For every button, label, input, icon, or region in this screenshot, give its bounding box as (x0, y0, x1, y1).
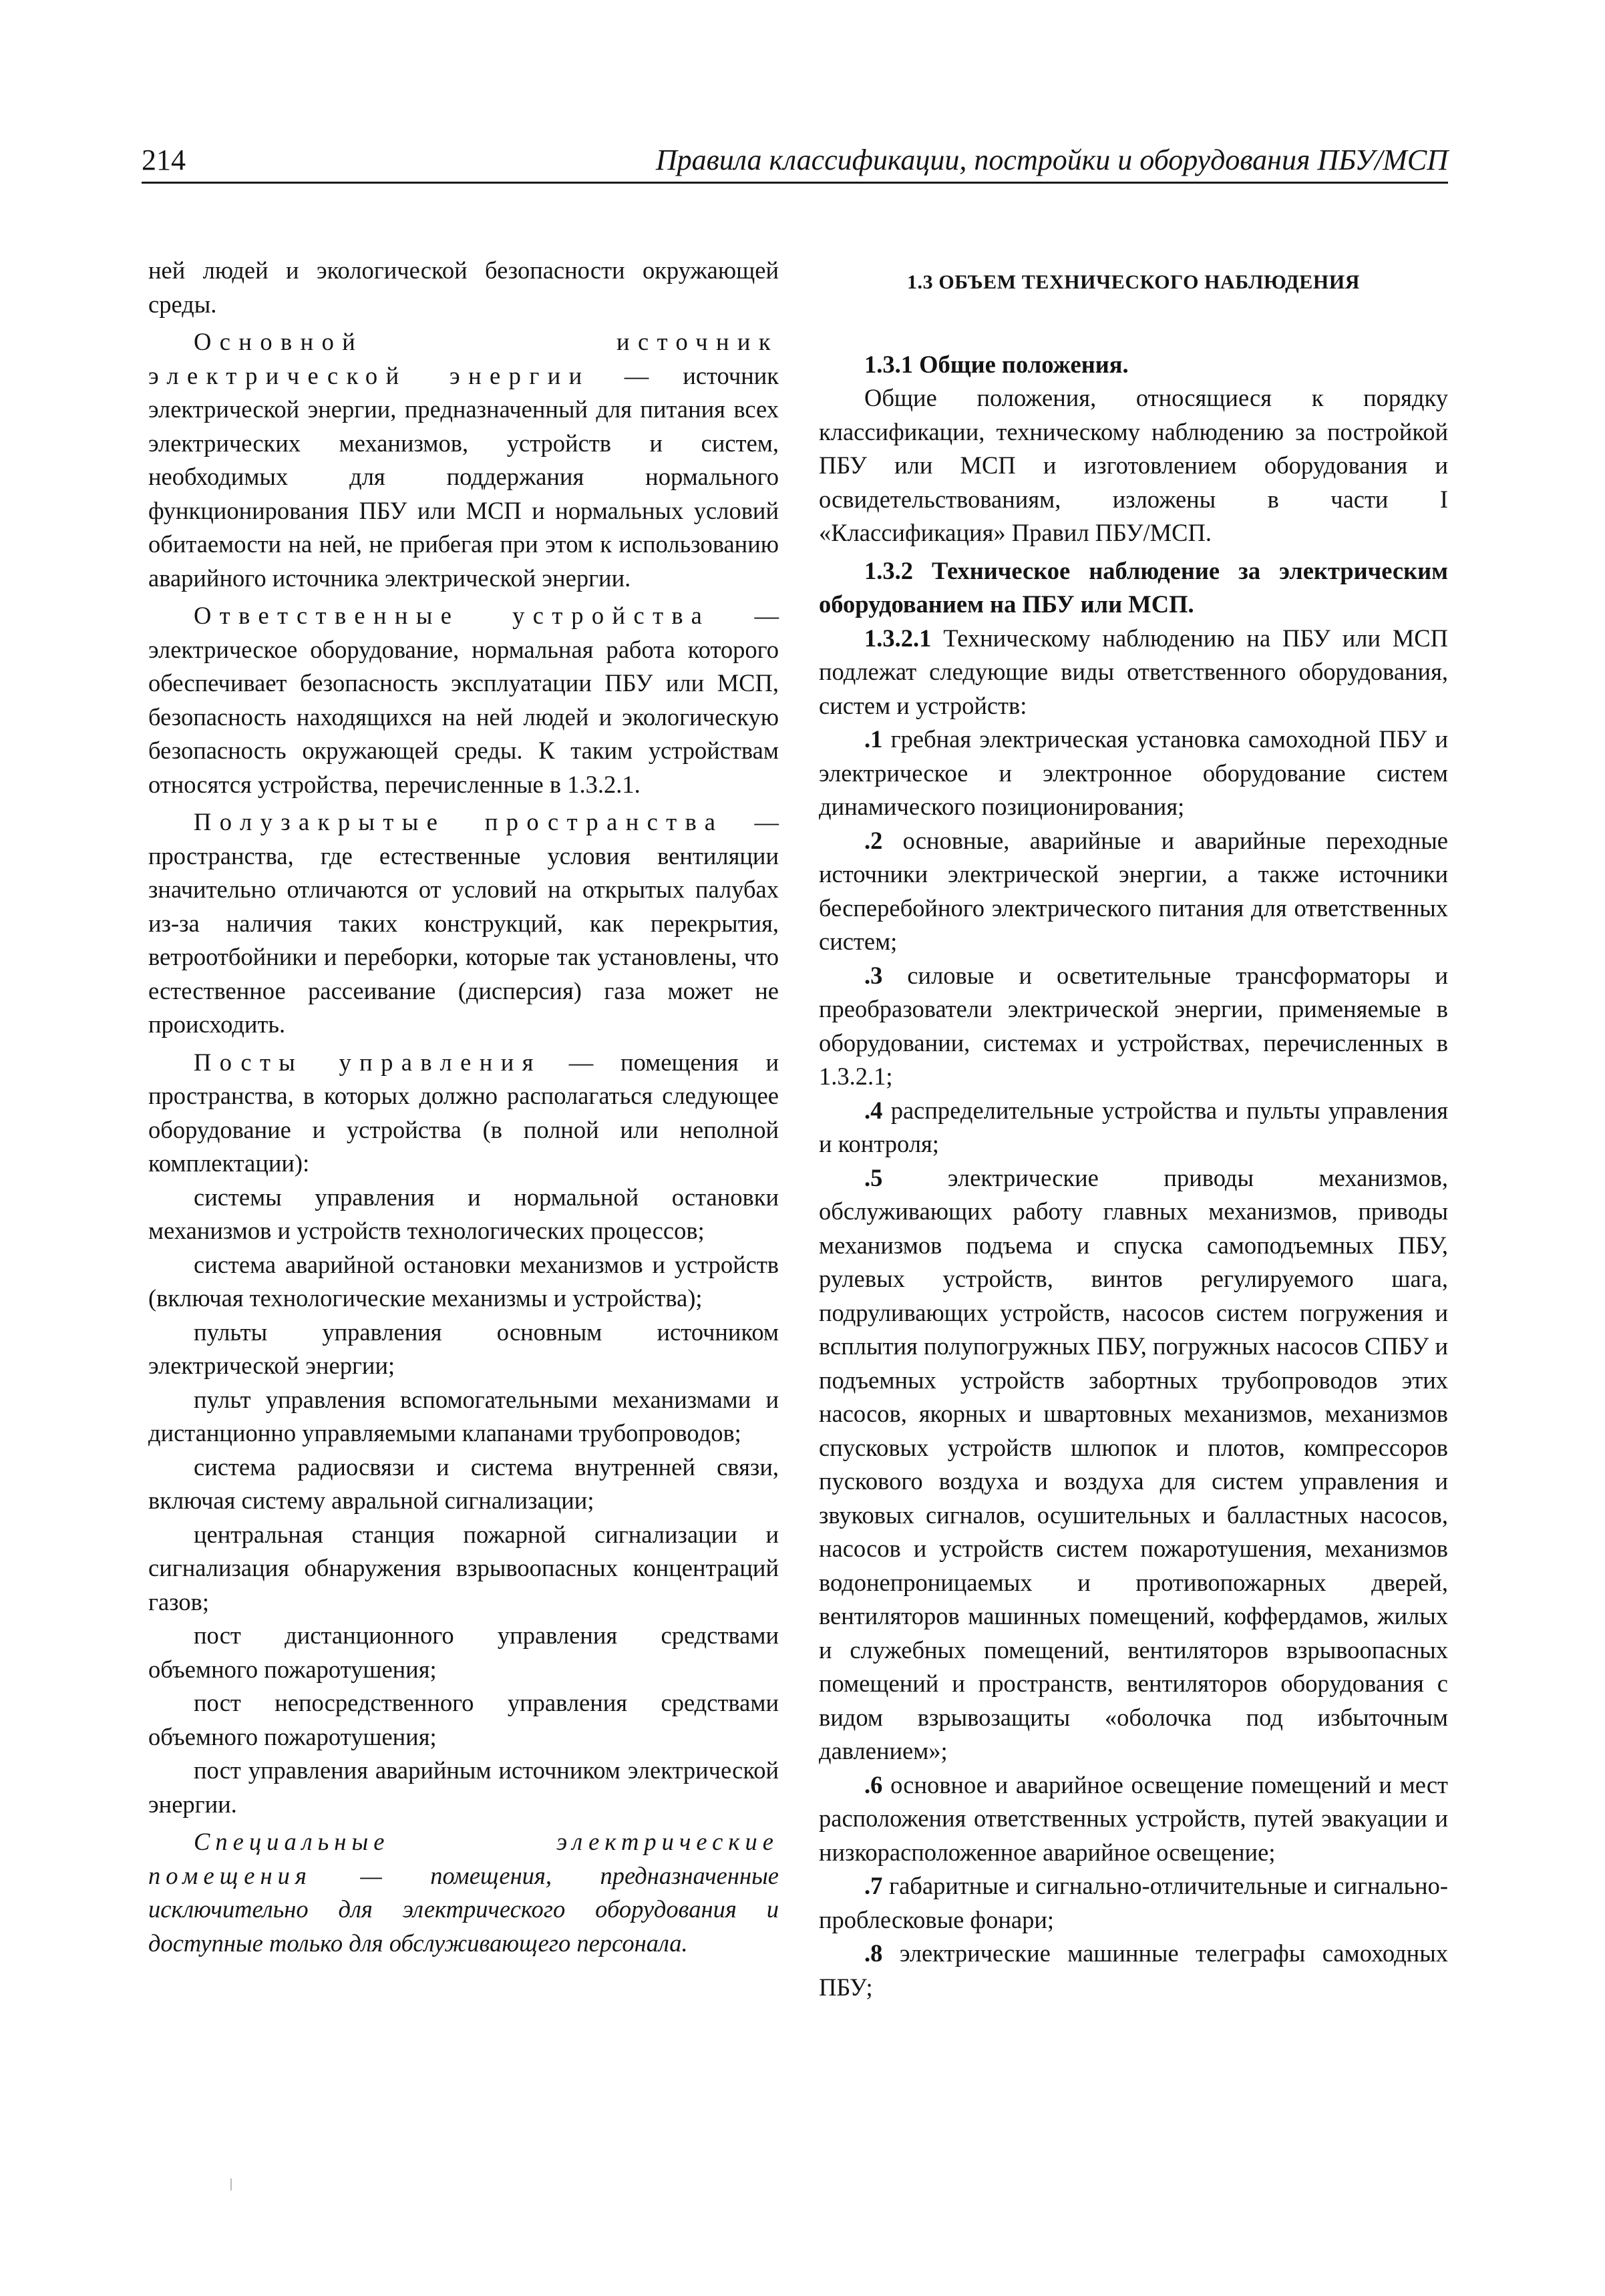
page-header (142, 138, 1448, 184)
item-number: .8 (864, 1939, 883, 1967)
list-item: центральная станция пожарной сигнализации и сигнализация обнаружения взрывоопасных концентраций газов; (148, 1520, 779, 1615)
list-item: система радиосвязи и система внутренней связи, включая систему авральной сигнализации; (148, 1453, 779, 1514)
item-text: основное и аварийное освещение помещений и мест расположения ответственных устройств, путей эвакуации и низкорасположенное аварийное освещение; (819, 1770, 1448, 1866)
list-item (819, 1161, 1448, 1768)
definition-text: — электрическое оборудование, нормальная работа которого обеспечивает безопасность эксплуатации ПБУ или МСП, безопасность находящихся на ней людей и экологическую безопасность окружающей среды. К таким устройствам относятся устройства, перечисленные в 1.3.2.1. (148, 602, 779, 798)
definition-text: — помещения, предназначенные исключительно для электрического оборудования и доступные только для обслуживающего персонала. (148, 1861, 779, 1957)
list-item: пост дистанционного управления средствами объемного пожаротушения; (148, 1621, 779, 1683)
list-item (819, 1094, 1448, 1161)
subsection-title: 1.3.1 Общие положения. (864, 350, 1129, 378)
item-text: силовые и осветительные трансформаторы и преобразователи электрической энергии, применяемые в оборудовании, системах и устройствах, перечисленных в 1.3.2.1; (819, 961, 1448, 1090)
term: Основной источник электрической энергии (148, 328, 779, 389)
clause-number: 1.3.2.1 (864, 624, 932, 652)
item-text: габаритные и сигнально-отличительные и сигнально-проблесковые фонари; (819, 1872, 1448, 1933)
list-item: пульты управления основным источником электрической энергии; (148, 1318, 779, 1379)
list-item: системы управления и нормальной остановки механизмов и устройств технологических процессов; (148, 1183, 779, 1244)
item-text: гребная электрическая установка самоходной ПБУ и электрическое и электронное оборудование систем динамического позиционирования; (819, 725, 1448, 820)
list-item (819, 1869, 1448, 1937)
list-item (819, 959, 1448, 1094)
definition-essential-services (148, 599, 779, 801)
right-column (819, 254, 1448, 2004)
paragraph (819, 622, 1448, 723)
item-number: .2 (864, 826, 883, 854)
definition-main-power-source (148, 325, 779, 595)
paragraph: ней людей и экологической безопасности окружающей среды. (148, 256, 779, 318)
item-text: электрические приводы механизмов, обслуживающих работу главных механизмов, приводы механизмов подъема и спуска самоподъемных ПБУ, рулевых устройств, винтов регулируемого шага, подруливающих устройств, насосов систем погружения и всплытия полупогружных ПБУ, погружных насосов СПБУ и подъемных устройств забортных трубопроводов этих насосов, якорных и швартовных механизмов, механизмов спусковых устройств шлюпок и плотов, компрессоров пускового воздуха и воздуха для систем управления и звуковых сигналов, осушительных и балластных насосов, насосов и устройств систем пожаротушения, механизмов водонепроницаемых и противопожарных дверей, вентиляторов машинных помещений, коффердамов, жилых и служебных помещений, вентиляторов взрывоопасных помещений и пространств, вентиляторов оборудования с видом взрывозащиты «оболочка под избыточным давлением»; (819, 1163, 1448, 1764)
definition-text: — источник электрической энергии, предназначенный для питания всех электрических механизмов, устройств и систем, необходимых для поддержания нормального функционирования ПБУ или МСП и нормальных условий обитаемости на ней, не прибегая при этом к использованию аварийного источника электрической энергии. (148, 361, 779, 592)
term: Ответственные устройства (194, 602, 711, 629)
clause-text: Техническому наблюдению на ПБУ или МСП подлежат следующие виды ответственного оборудования, систем и устройств: (819, 624, 1448, 719)
left-column (148, 254, 779, 1960)
item-text: электрические машинные телеграфы самоходных ПБУ; (819, 1939, 1448, 2001)
item-number: .1 (864, 725, 883, 753)
definition-text: — пространства, где естественные условия вентиляции значительно отличаются от условий на открытых палубах из-за наличия таких конструкций, как перекрытия, ветроотбойники и переборки, которые так установлены, что естественное рассеивание (дисперсия) газа может не происходить. (148, 808, 779, 1038)
running-title: Правила классификации, постройки и оборудования ПБУ/МСП (655, 144, 1448, 176)
item-number: .7 (864, 1872, 883, 1899)
item-text: распределительные устройства и пульты управления и контроля; (819, 1096, 1448, 1157)
scan-mark (230, 2178, 232, 2190)
term: Полузакрытые пространства (194, 808, 724, 835)
definition-special-electrical-spaces (148, 1825, 779, 1960)
definition-semi-enclosed-spaces (148, 805, 779, 1042)
list-item (819, 1937, 1448, 2004)
list-item: пост управления аварийным источником электрической энергии. (148, 1756, 779, 1818)
term: Посты управления (194, 1048, 542, 1076)
item-number: .6 (864, 1770, 883, 1798)
header-rule (142, 182, 1448, 184)
list-item: система аварийной остановки механизмов и устройств (включая технологические механизмы и устройства); (148, 1250, 779, 1312)
definition-text: — помещения и пространства, в которых должно располагаться следующее оборудование и устройства (в полной или неполной комплектации): (148, 1048, 779, 1177)
paragraph: Общие положения, относящиеся к порядку классификации, техническому наблюдению за постройкой ПБУ или МСП и изготовлением оборудования и освидетельствованиям, изложены в части I «Классификация» Правил ПБУ/МСП. (819, 384, 1448, 546)
definition-control-stations (148, 1046, 779, 1181)
item-number: .4 (864, 1096, 883, 1124)
list-item (819, 723, 1448, 824)
list-item: пост непосредственного управления средствами объемного пожаротушения; (148, 1689, 779, 1750)
list-item: пульт управления вспомогательными механизмами и дистанционно управляемыми клапанами трубопроводов; (148, 1385, 779, 1447)
list-item (819, 1768, 1448, 1870)
list-item (819, 824, 1448, 959)
term: Специальные электрические помещения (148, 1828, 779, 1889)
item-number: .3 (864, 961, 883, 989)
item-number: .5 (864, 1163, 883, 1191)
subsection-title: 1.3.2 Техническое наблюдение за электрическим оборудованием на ПБУ или МСП. (819, 556, 1448, 618)
item-text: основные, аварийные и аварийные переходные источники электрической энергии, а также источники бесперебойного электрического питания для ответственных систем; (819, 826, 1448, 955)
page-number: 214 (142, 144, 186, 176)
section-heading: 1.3 ОБЪЕМ ТЕХНИЧЕСКОГО НАБЛЮДЕНИЯ (906, 271, 1361, 293)
